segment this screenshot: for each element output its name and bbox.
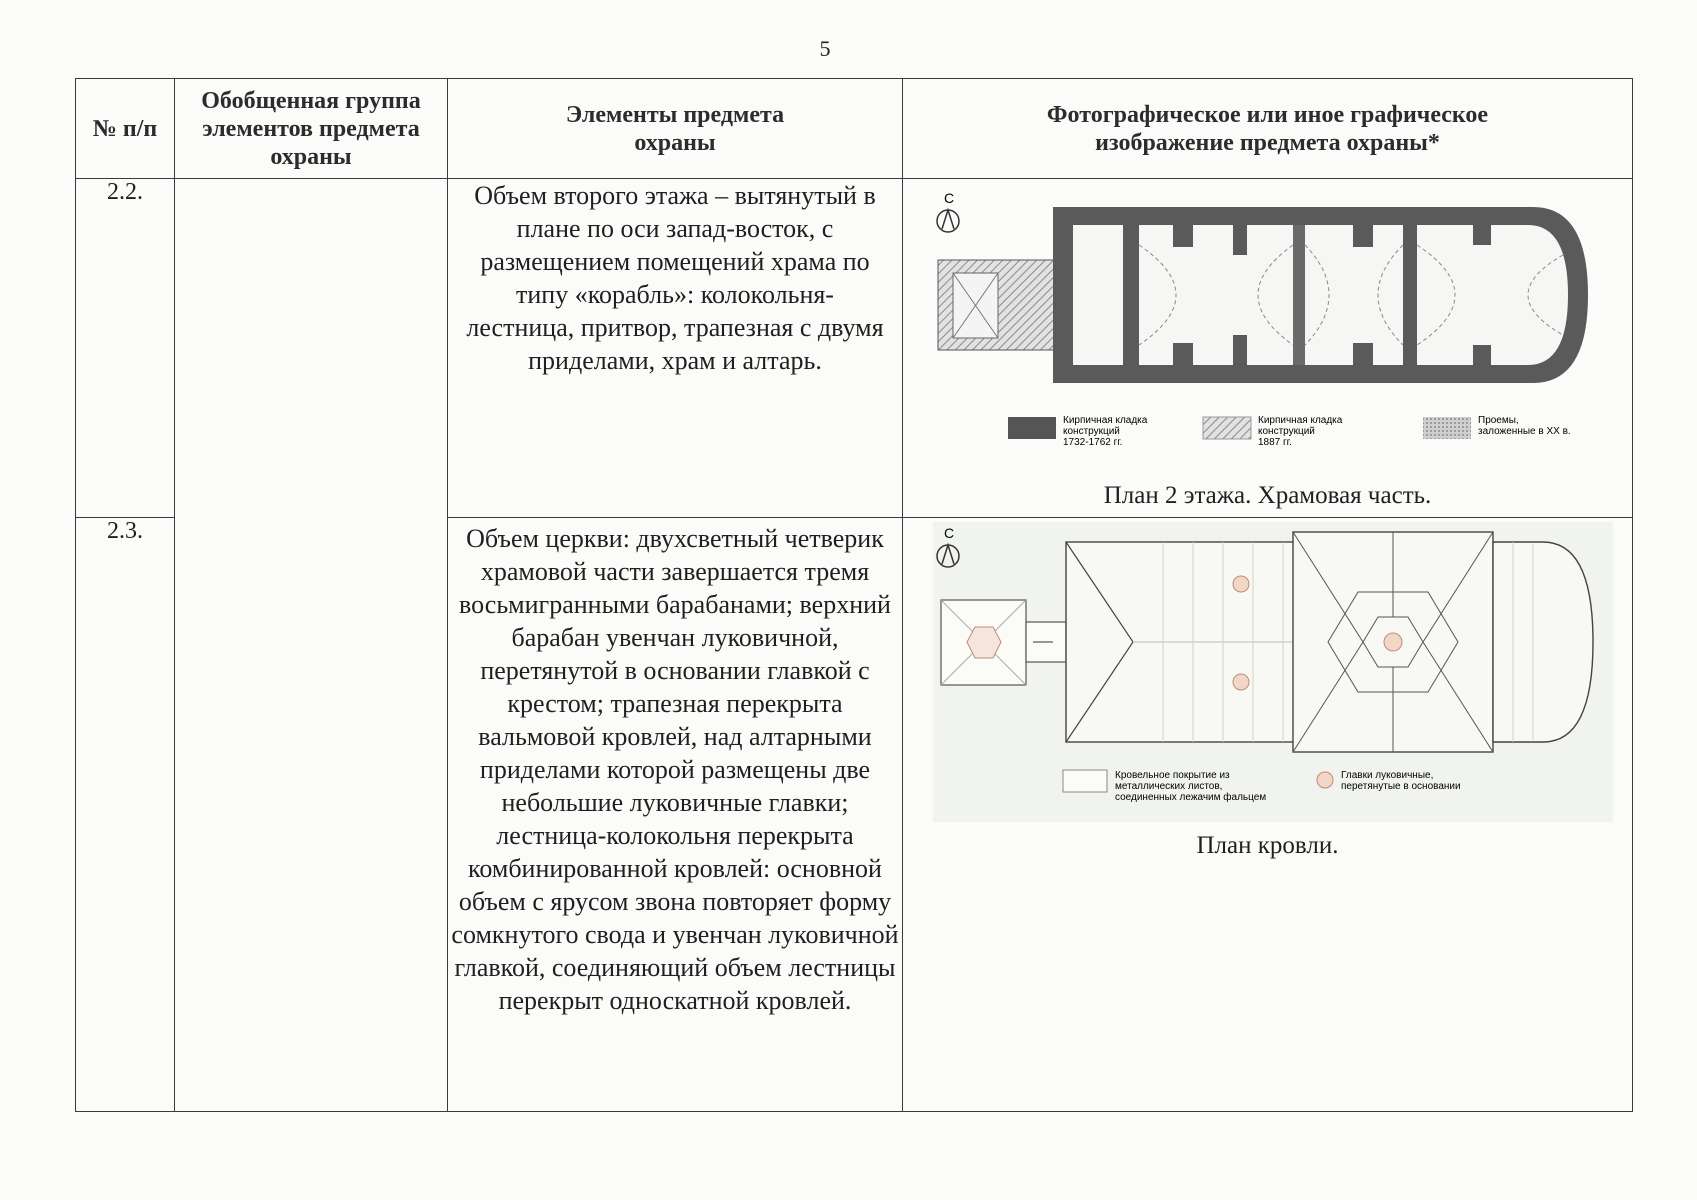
table-header-row xyxy=(76,79,1633,179)
floor-plan-caption: План 2 этажа. Храмовая часть. xyxy=(1103,482,1432,510)
compass-icon xyxy=(937,210,959,232)
svg-text:конструкций: конструкций xyxy=(1063,426,1120,438)
row-number: 2.3. xyxy=(76,518,175,1112)
svg-text:соединенных лежачим фальцем: соединенных лежачим фальцем xyxy=(1115,792,1267,804)
row-group xyxy=(175,179,448,1112)
header-number: № п/п xyxy=(76,79,175,179)
table-row xyxy=(76,179,1633,518)
header-group: Обобщенная группа элементов предмета охраны xyxy=(175,79,448,179)
svg-text:Проемы,: Проемы, xyxy=(1478,415,1519,427)
page-number: 5 xyxy=(819,36,831,61)
svg-text:1887 гг.: 1887 гг. xyxy=(1258,437,1292,449)
row-description: Объем второго этажа – вытянутый в плане по оси запад-восток, с размещением помещений храма по типу «корабль»: колокольня-лестница, притвор, трапезная с двумя приделами, храм и алтарь. xyxy=(448,179,903,518)
roof-plan-caption: План кровли. xyxy=(1196,832,1339,860)
svg-text:С: С xyxy=(943,190,955,207)
svg-text:перетянутые в основании: перетянутые в основании xyxy=(1341,781,1461,793)
header-elements: Элементы предмета охраны xyxy=(448,79,903,179)
svg-text:заложенные в XX в.: заложенные в XX в. xyxy=(1478,426,1571,438)
svg-text:металлических листов,: металлических листов, xyxy=(1115,781,1223,793)
svg-text:1732-1762 гг.: 1732-1762 гг. xyxy=(1063,437,1123,449)
row-image-cell xyxy=(903,179,1633,518)
floor-plan-image xyxy=(933,185,1613,475)
svg-text:Кирпичная кладка: Кирпичная кладка xyxy=(1063,415,1148,427)
roof-plan-image xyxy=(933,522,1613,822)
row-description: Объем церкви: двухсветный четверик храмовой части завершается тремя восьмигранными барабанами; верхний барабан увенчан луковичной, перетянутой в основании главкой с крестом; трапезная перекрыта вальмовой кровлей, над алтарными приделами которой размещены две небольшие луковичные главки; лестница-колокольня перекрыта комбинированной кровлей: основной объем с ярусом звона повторяет форму сомкнутого свода и увенчан луковичной главкой, соединяющий объем лестницы перекрыт односкатной кровлей. xyxy=(448,518,903,1112)
row-number: 2.2. xyxy=(76,179,175,518)
svg-text:С: С xyxy=(943,525,955,542)
svg-text:Главки луковичные,: Главки луковичные, xyxy=(1341,770,1434,782)
row-image-cell xyxy=(903,518,1633,1112)
svg-text:Кирпичная кладка: Кирпичная кладка xyxy=(1258,415,1343,427)
svg-text:конструкций: конструкций xyxy=(1258,426,1315,438)
svg-text:Кровельное покрытие из: Кровельное покрытие из xyxy=(1115,770,1230,782)
header-image: Фотографическое или иное графическое изображение предмета охраны* xyxy=(903,79,1633,179)
protection-table xyxy=(75,78,1633,1112)
